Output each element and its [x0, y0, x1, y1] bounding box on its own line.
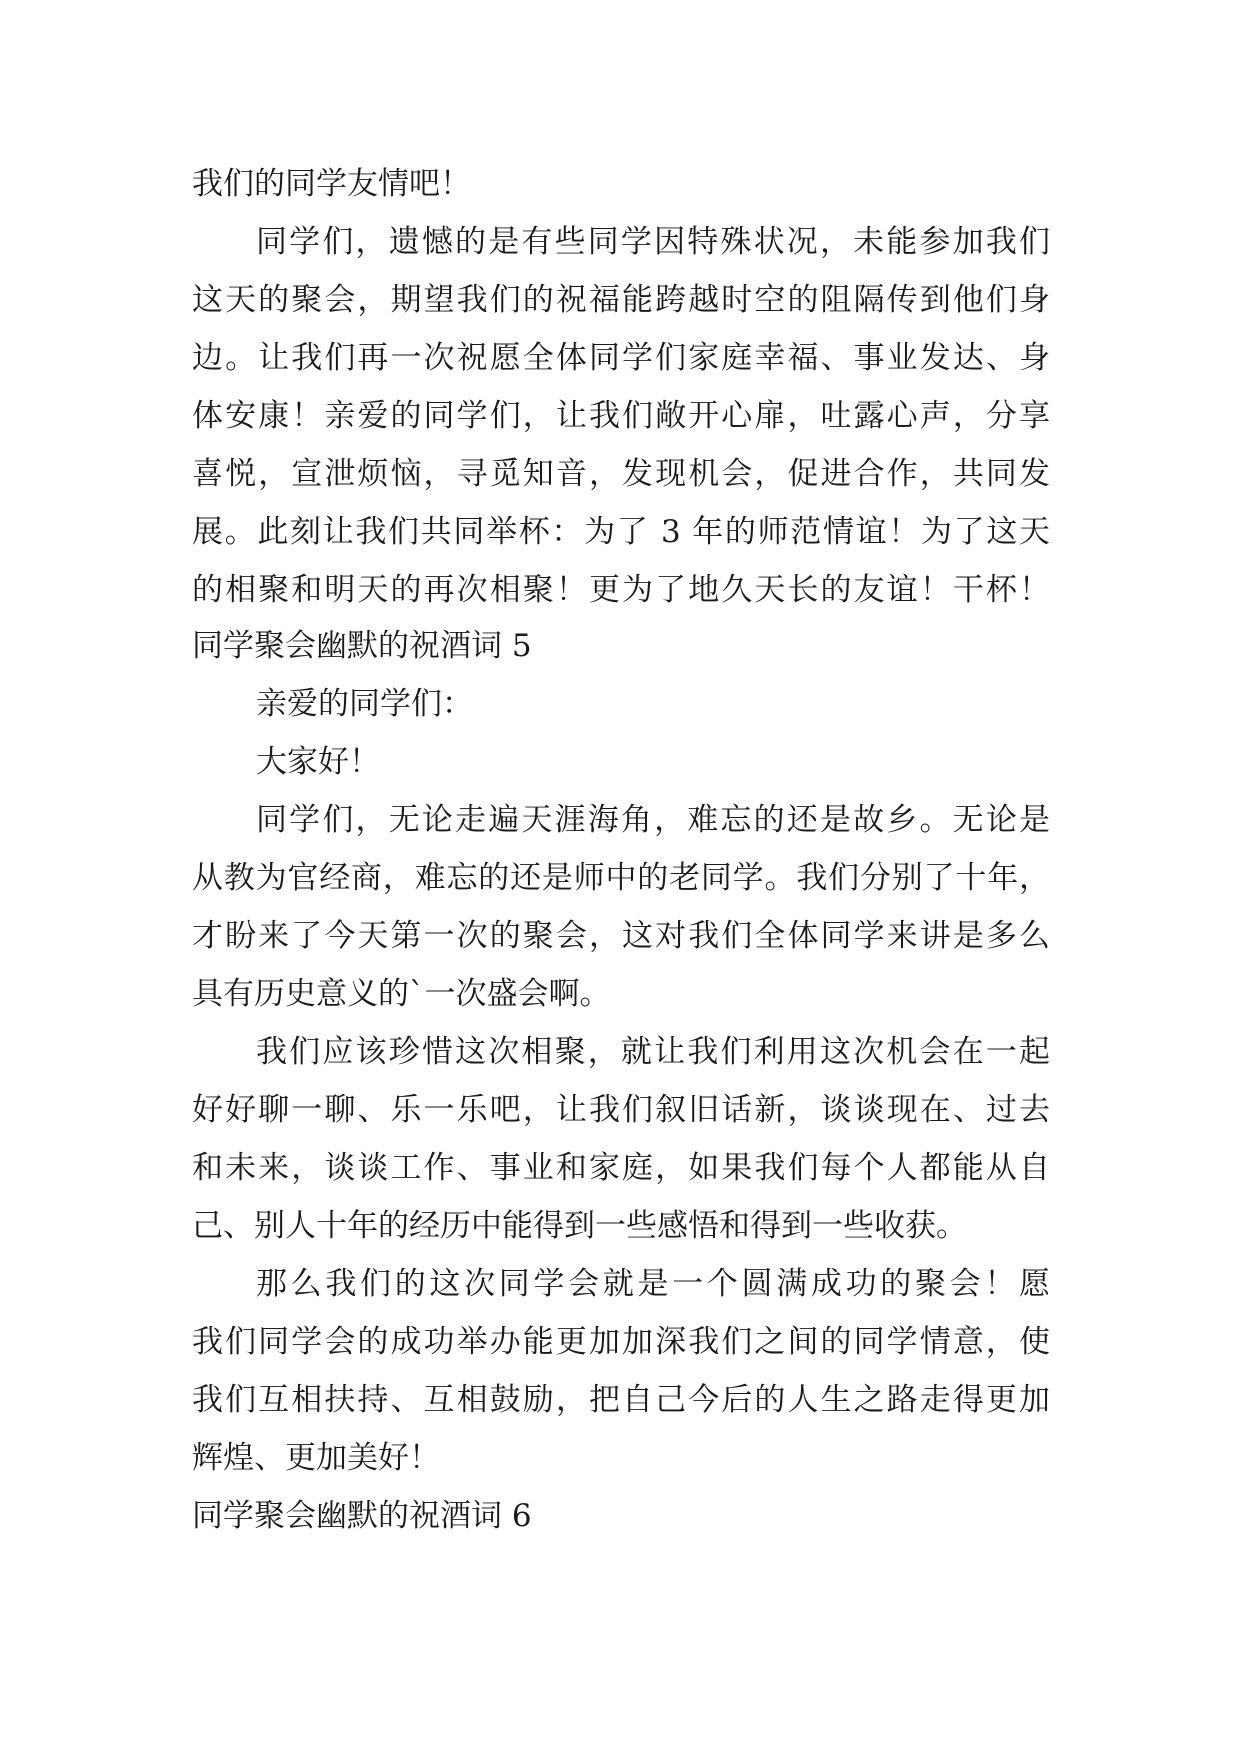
paragraph-line: 喜悦，宣泄烦恼，寻觅知音，发现机会，促进合作，共同发 [192, 456, 1050, 492]
paragraph-line: 己、别人十年的经历中能得到一些感悟和得到一些收获。 [192, 1208, 967, 1244]
paragraph-line: 体安康！亲爱的同学们，让我们敞开心扉，吐露心声，分享 [192, 398, 1050, 434]
paragraph-line: 我们应该珍惜这次相聚，就让我们利用这次机会在一起 [256, 1034, 1050, 1070]
section-heading: 同学聚会幽默的祝酒词 5 [192, 628, 532, 664]
paragraph-line: 好好聊一聊、乐一乐吧，让我们叙旧话新，谈谈现在、过去 [192, 1092, 1050, 1128]
paragraph-line: 的相聚和明天的再次相聚！更为了地久天长的友谊！干杯！ [192, 572, 1050, 608]
paragraph-line: 同学们，无论走遍天涯海角，难忘的还是故乡。无论是 [256, 802, 1050, 838]
paragraph-line: 我们同学会的成功举办能更加加深我们之间的同学情意，使 [192, 1324, 1050, 1360]
paragraph-line: 具有历史意义的`一次盛会啊。 [192, 976, 611, 1012]
paragraph-line: 我们的同学友情吧！ [192, 166, 471, 202]
paragraph-line: 同学们，遗憾的是有些同学因特殊状况，未能参加我们 [256, 224, 1050, 260]
paragraph-line: 辉煌、更加美好！ [192, 1440, 440, 1476]
paragraph-line: 和未来，谈谈工作、事业和家庭，如果我们每个人都能从自 [192, 1150, 1050, 1186]
paragraph-line: 展。此刻让我们共同举杯：为了 3 年的师范情谊！为了这天 [192, 514, 1050, 550]
paragraph-line: 边。让我们再一次祝愿全体同学们家庭幸福、事业发达、身 [192, 340, 1050, 376]
greeting: 大家好！ [256, 744, 380, 780]
paragraph-line: 那么我们的这次同学会就是一个圆满成功的聚会！愿 [256, 1266, 1050, 1302]
paragraph-line: 我们互相扶持、互相鼓励，把自己今后的人生之路走得更加 [192, 1382, 1050, 1418]
paragraph-line: 从教为官经商，难忘的还是师中的老同学。我们分别了十年， [192, 860, 1050, 896]
paragraph-line: 才盼来了今天第一次的聚会，这对我们全体同学来讲是多么 [192, 918, 1050, 954]
section-heading: 同学聚会幽默的祝酒词 6 [192, 1498, 532, 1534]
salutation: 亲爱的同学们： [256, 686, 473, 722]
paragraph-line: 这天的聚会，期望我们的祝福能跨越时空的阻隔传到他们身 [192, 282, 1050, 318]
